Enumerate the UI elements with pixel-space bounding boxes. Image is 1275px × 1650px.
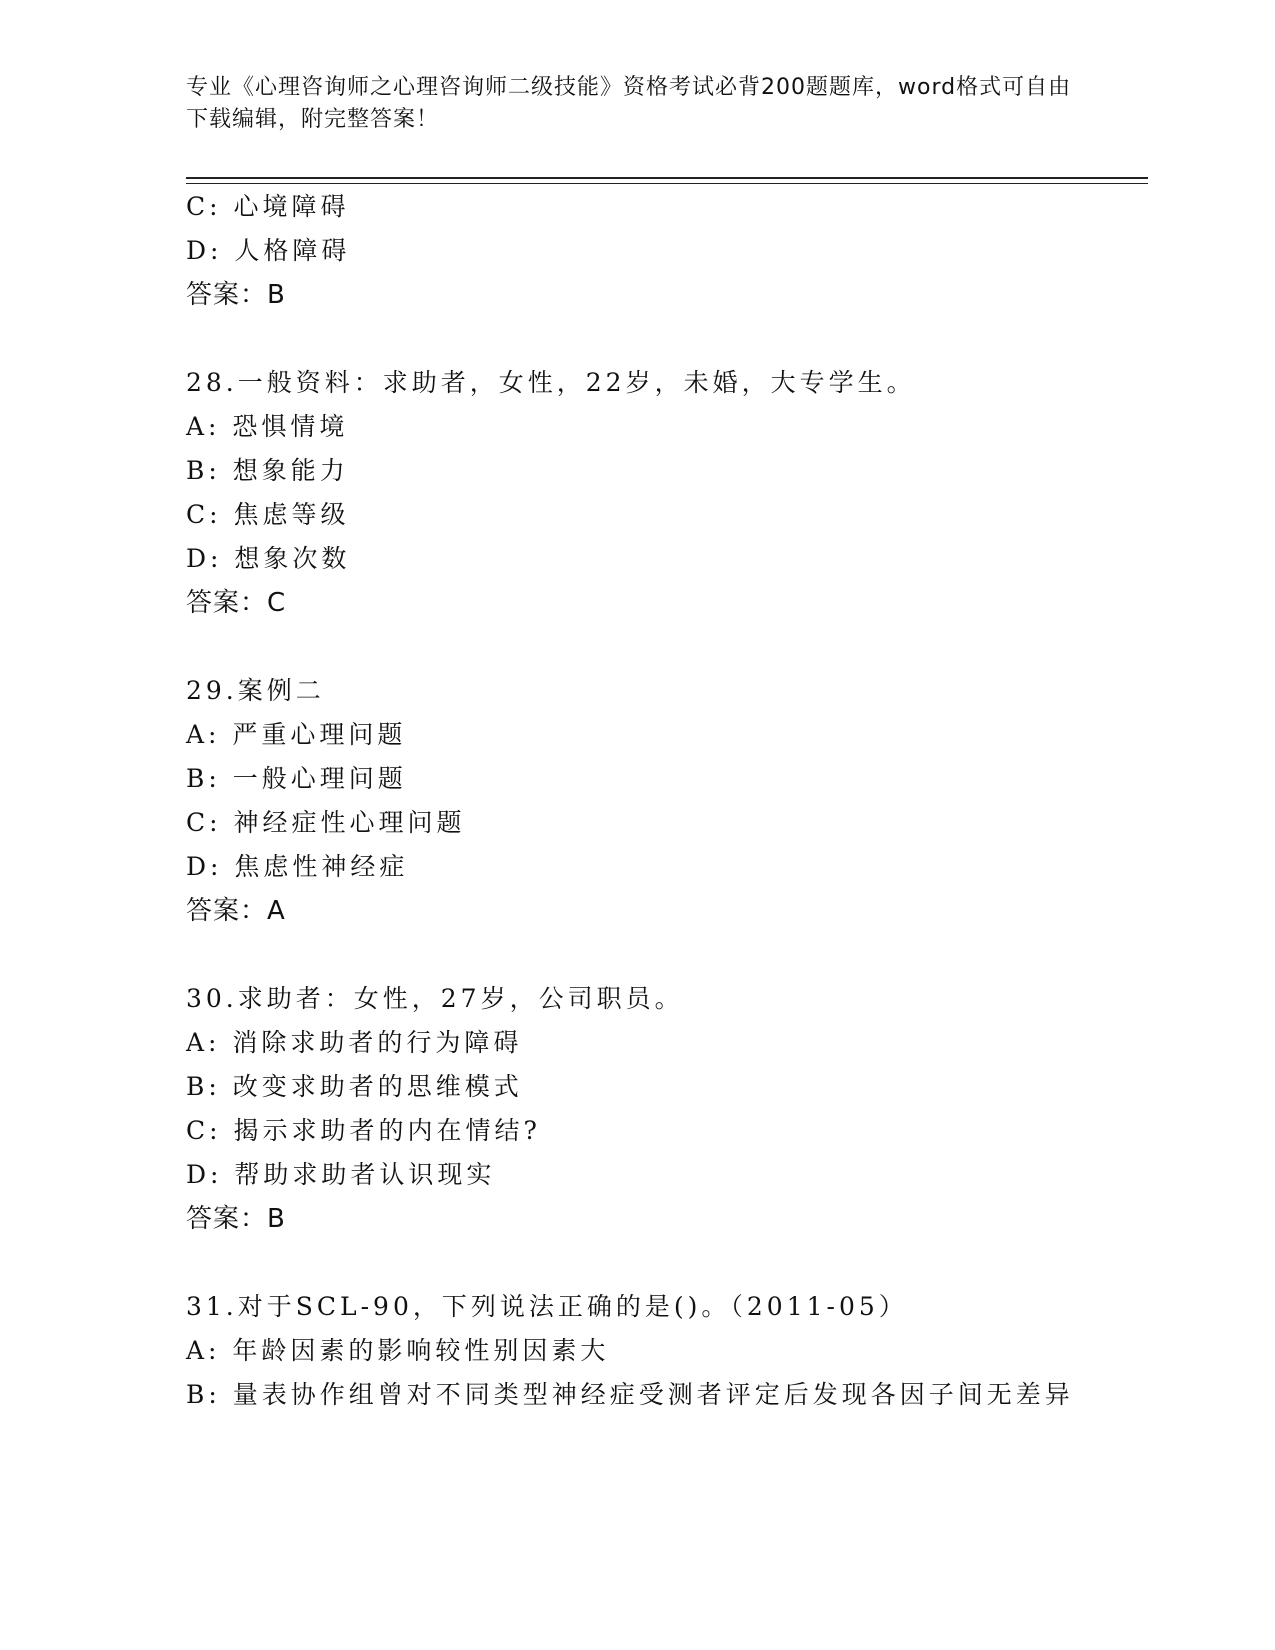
option-b: B: 一般心理问题: [186, 764, 407, 793]
answer: 答案：C: [186, 588, 287, 618]
option-d: D: 帮助求助者认识现实: [186, 1160, 496, 1189]
option-c: C: 心境障碍: [186, 192, 350, 221]
option-c: C: 神经症性心理问题: [186, 808, 466, 837]
header-rule-thin: [186, 183, 1148, 184]
answer: 答案：B: [186, 280, 286, 310]
question-29-stem: 29.案例二: [186, 676, 325, 705]
option-c: C: 揭示求助者的内在情结?: [186, 1116, 541, 1145]
option-a: A: 严重心理问题: [186, 720, 407, 749]
option-c: C: 焦虑等级: [186, 500, 350, 529]
option-d: D: 人格障碍: [186, 236, 351, 265]
option-b: B: 量表协作组曾对不同类型神经症受测者评定后发现各因子间无差异: [186, 1380, 1074, 1409]
option-d: D: 焦虑性神经症: [186, 852, 409, 881]
option-a: A: 恐惧情境: [186, 412, 349, 441]
option-b: B: 改变求助者的思维模式: [186, 1072, 523, 1101]
question-30-stem: 30.求助者：女性，27岁，公司职员。: [186, 984, 684, 1013]
option-a: A: 年龄因素的影响较性别因素大: [186, 1336, 610, 1365]
question-31-stem: 31.对于SCL-90，下列说法正确的是()。（2011-05）: [186, 1292, 908, 1321]
answer: 答案：B: [186, 1204, 286, 1234]
document-header: 专业《心理咨询师之心理咨询师二级技能》资格考试必背200题题库，word格式可自由下载编辑，附完整答案！: [186, 75, 1072, 132]
header-rule-thick: [186, 177, 1148, 179]
option-a: A: 消除求助者的行为障碍: [186, 1028, 523, 1057]
answer: 答案：A: [186, 896, 286, 926]
option-d: D: 想象次数: [186, 544, 351, 573]
question-28-stem: 28.一般资料：求助者，女性，22岁，未婚，大专学生。: [186, 368, 916, 397]
option-b: B: 想象能力: [186, 456, 349, 485]
